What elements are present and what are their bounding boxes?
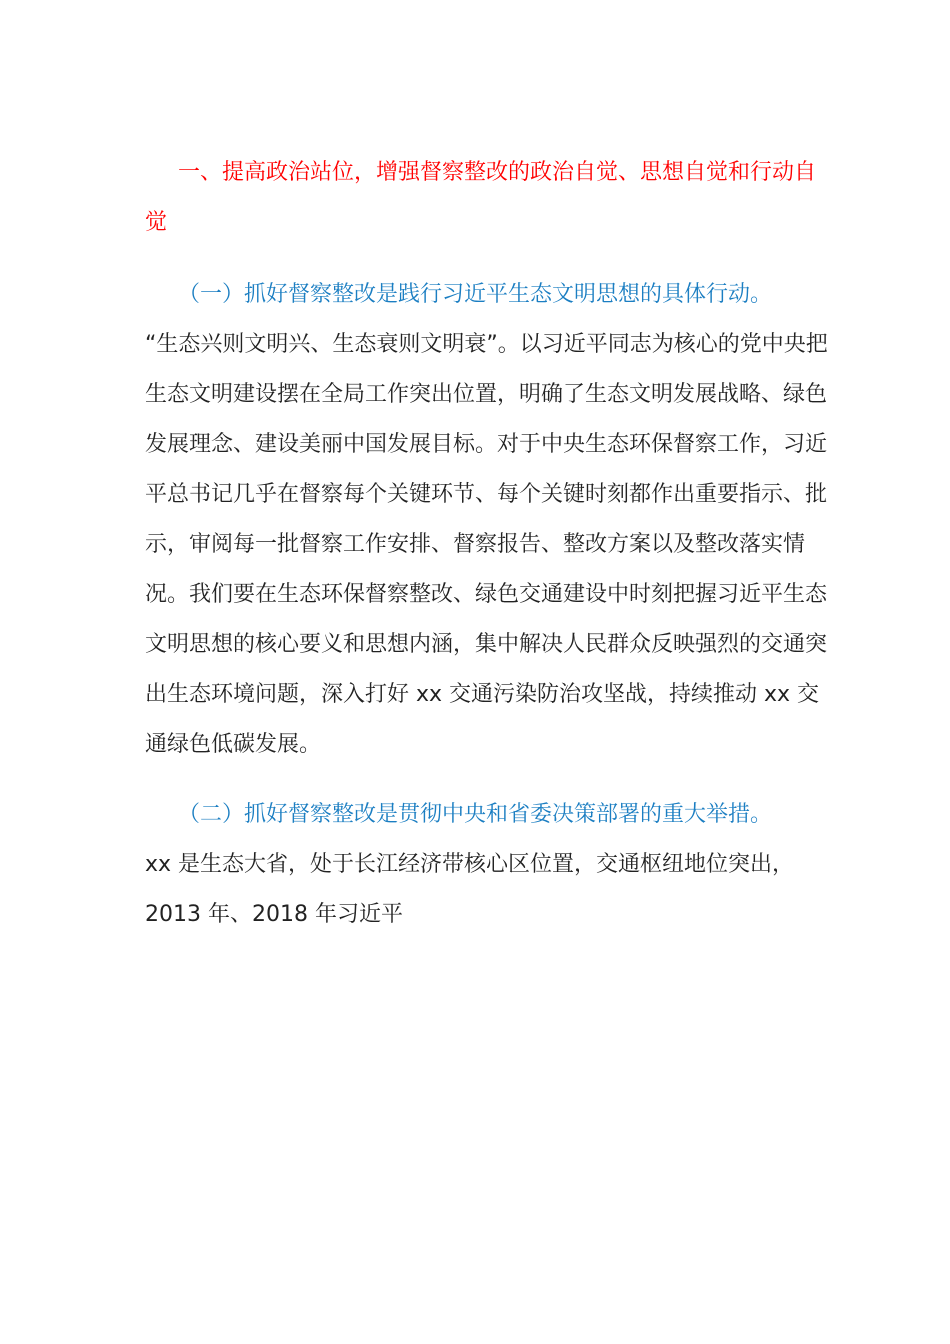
paragraph-1 (145, 270, 835, 770)
subheading-1: （一）抓好督察整改是践行习近平生态文明思想的具体行动。 (178, 282, 773, 307)
section-heading: 一、提高政治站位，增强督察整改的政治自觉、思想自觉和行动自觉 (145, 160, 817, 235)
paragraph-2 (145, 790, 835, 940)
paragraph-2-body: xx 是生态大省，处于长江经济带核心区位置，交通枢纽地位突出，2013 年、2018 年习近平 (145, 852, 795, 927)
paragraph-1-body: “生态兴则文明兴、生态衰则文明衰”。以习近平同志为核心的党中央把生态文明建设摆在全局工作突出位置，明确了生态文明发展战略、绿色发展理念、建设美丽中国发展目标。对于中央生态环保督察工作，习近平总书记几乎在督察每个关键环节、每个关键时刻都作出重要指示、批示，审阅每一批督察工作安排、督察报告、整改方案以及整改落实情况。我们要在生态环保督察整改、绿色交通建设中时刻把握习近平生态文明思想的核心要义和思想内涵，集中解决人民群众反映强烈的交通突出生态环境问题，深入打好 xx 交通污染防治攻坚战，持续推动 xx 交通绿色低碳发展。 (145, 332, 828, 757)
subheading-2: （二）抓好督察整改是贯彻中央和省委决策部署的重大举措。 (178, 802, 773, 827)
